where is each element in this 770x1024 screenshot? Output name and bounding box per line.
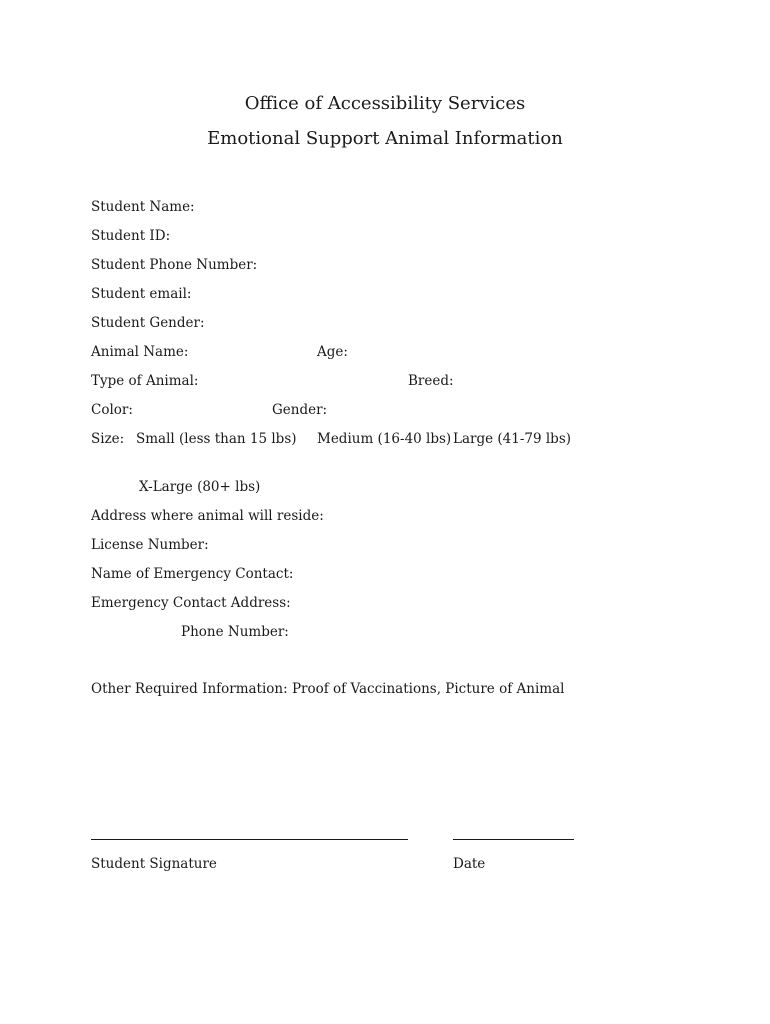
emergency-phone-label: Phone Number:	[181, 624, 289, 640]
emergency-contact-address-label: Emergency Contact Address:	[91, 595, 291, 611]
date-line	[453, 839, 574, 840]
student-signature-label: Student Signature	[91, 856, 217, 872]
color-label: Color:	[91, 402, 133, 418]
student-gender-label: Student Gender:	[91, 315, 205, 331]
page-subtitle: Emotional Support Animal Information	[207, 128, 563, 149]
address-label: Address where animal will reside:	[91, 508, 324, 524]
student-phone-label: Student Phone Number:	[91, 257, 258, 273]
emergency-contact-name-label: Name of Emergency Contact:	[91, 566, 294, 582]
size-medium-option: Medium (16-40 lbs)	[317, 431, 452, 447]
size-large-option: Large (41-79 lbs)	[453, 431, 572, 447]
breed-label: Breed:	[408, 373, 454, 389]
date-label: Date	[453, 856, 486, 872]
other-required-info: Other Required Information: Proof of Vaccinations, Picture of Animal	[91, 681, 565, 697]
signature-line	[91, 839, 408, 840]
type-of-animal-label: Type of Animal:	[91, 373, 199, 389]
page-title: Office of Accessibility Services	[244, 93, 526, 114]
size-xlarge-option: X-Large (80+ lbs)	[139, 479, 261, 495]
size-small-option: Small (less than 15 lbs)	[136, 431, 297, 447]
gender-label: Gender:	[272, 402, 328, 418]
age-label: Age:	[317, 344, 348, 360]
license-label: License Number:	[91, 537, 209, 553]
size-label: Size:	[91, 431, 125, 447]
student-name-label: Student Name:	[91, 199, 195, 215]
student-email-label: Student email:	[91, 286, 192, 302]
animal-name-label: Animal Name:	[91, 344, 189, 360]
student-id-label: Student ID:	[91, 228, 171, 244]
